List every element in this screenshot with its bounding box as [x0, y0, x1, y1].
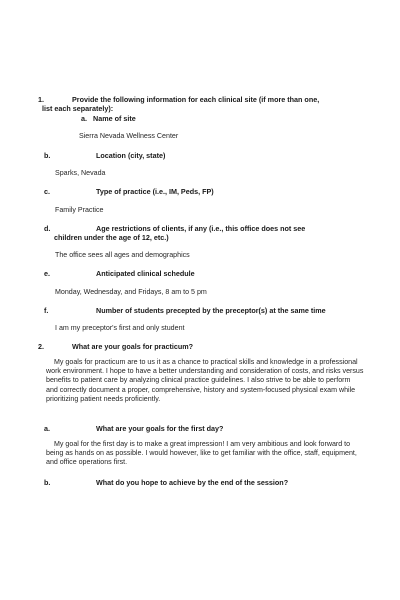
item-1a-title: [81, 114, 136, 123]
question-2-title: What are your goals for practicum?: [72, 342, 194, 351]
item-1b-heading: Location (city, state): [96, 151, 166, 160]
item-1d-heading-line2: children under the age of 12, etc.): [54, 233, 169, 242]
item-1e-answer: Monday, Wednesday, and Fridays, 8 am to 5 pm: [55, 288, 207, 296]
item-1d-answer: The office sees all ages and demographics: [55, 251, 190, 259]
item-1d-heading-line1: Age restrictions of clients, if any (i.e., this office does not see: [96, 224, 306, 233]
item-1a-answer: Sierra Nevada Wellness Center: [79, 132, 179, 140]
question-1-title-line1: Provide the following information for each clinical site (if more than one,: [72, 95, 320, 104]
item-1a-label: a.: [81, 114, 87, 123]
item-2a-title: [44, 424, 374, 433]
question-2: [38, 342, 368, 351]
item-2a-answer: My goal for the first day is to make a great impression! I am very ambitious and look forward to being as hands on as possible. I would however, like to get familiar with the office, staff, equipment, and office operations first.: [46, 440, 357, 467]
question-1-title-line2: list each separately):: [42, 104, 114, 113]
item-1f-title: [44, 306, 374, 315]
item-1f-label: f.: [44, 306, 49, 315]
question-2-answer: My goals for practicum are to us it as a chance to practical skills and knowledge in a professional work environment. I hope to have a better understanding and consideration of costs, and risks versus benefits to patient care by analyzing clinical practice guidelines. I also strive to be able to perform and correctly document a proper, comprehensive, history and system-focused physical exam while prioritizing patient needs proficiently.: [46, 358, 364, 403]
item-1e-label: e.: [44, 269, 50, 278]
item-1f-answer: I am my preceptor's first and only student: [55, 324, 185, 332]
item-1e-heading: Anticipated clinical schedule: [96, 269, 195, 278]
question-2-number: 2.: [38, 342, 44, 351]
item-1c-label: c.: [44, 187, 50, 196]
item-1b-answer: Sparks, Nevada: [55, 169, 106, 177]
item-2b-heading: What do you hope to achieve by the end of the session?: [96, 478, 289, 487]
item-1c-answer: Family Practice: [55, 206, 104, 214]
item-2a-label: a.: [44, 424, 50, 433]
item-1e-title: [44, 269, 374, 278]
item-1f-heading: Number of students precepted by the preceptor(s) at the same time: [96, 306, 326, 315]
item-1d-title: [44, 224, 374, 242]
item-1c-heading: Type of practice (i.e., IM, Peds, FP): [96, 187, 214, 196]
item-1c-title: [44, 187, 374, 196]
item-1b-label: b.: [44, 151, 51, 160]
item-2a-heading: What are your goals for the first day?: [96, 424, 224, 433]
item-1a-heading: Name of site: [93, 114, 136, 123]
question-1-number: 1.: [38, 95, 44, 104]
item-1d-label: d.: [44, 224, 51, 233]
item-1b-title: [44, 151, 374, 160]
item-2b-title: [44, 478, 374, 487]
item-2b-label: b.: [44, 478, 51, 487]
